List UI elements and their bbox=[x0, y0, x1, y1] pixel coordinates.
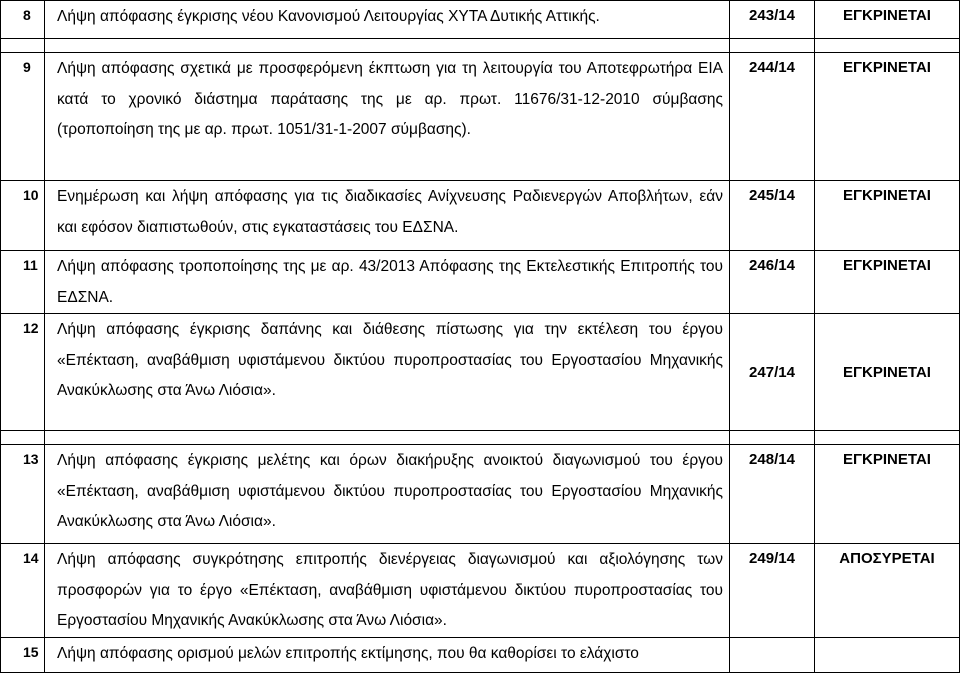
table-row bbox=[1, 251, 960, 314]
decision-number: 244/14 bbox=[730, 53, 815, 181]
item-description: Λήψη απόφασης σχετικά με προσφερόμενη έκπτωση για τη λειτουργία του Αποτεφρωτήρα ΕΙΑ κατά το χρονικό διάστημα παράτασης της με αρ. πρωτ. 11676/31-12-2010 σύμβασης (τροποποίηση της με αρ. πρωτ. 1051/31-1-2007 σύμβασης). bbox=[45, 53, 730, 181]
decision-number: 247/14 bbox=[730, 314, 815, 431]
table-row bbox=[1, 314, 960, 431]
table-row bbox=[1, 53, 960, 181]
decision-status: ΕΓΚΡΙΝΕΤΑΙ bbox=[815, 251, 960, 314]
item-description: Λήψη απόφασης ορισμού μελών επιτροπής εκτίμησης, που θα καθορίσει το ελάχιστο bbox=[45, 637, 730, 672]
item-description: Λήψη απόφασης έγκρισης νέου Κανονισμού Λειτουργίας ΧΥΤΑ Δυτικής Αττικής. bbox=[45, 1, 730, 39]
item-number: 14 bbox=[1, 544, 45, 638]
decision-status: ΕΓΚΡΙΝΕΤΑΙ bbox=[815, 53, 960, 181]
decision-status: ΕΓΚΡΙΝΕΤΑΙ bbox=[815, 445, 960, 544]
item-number: 13 bbox=[1, 445, 45, 544]
decision-number: 243/14 bbox=[730, 1, 815, 39]
item-description: Λήψη απόφασης έγκρισης δαπάνης και διάθεσης πίστωσης για την εκτέλεση του έργου «Επέκταση, αναβάθμιση υφιστάμενου δικτύου πυροπροστασίας του Εργοστασίου Μηχανικής Ανακύκλωσης στα Άνω Λιόσια». bbox=[45, 314, 730, 431]
item-number: 12 bbox=[1, 314, 45, 431]
decision-status: ΕΓΚΡΙΝΕΤΑΙ bbox=[815, 181, 960, 251]
decision-number: 249/14 bbox=[730, 544, 815, 638]
table-gap-row bbox=[1, 39, 960, 53]
decision-status: ΑΠΟΣΥΡΕΤΑΙ bbox=[815, 544, 960, 638]
item-number: 8 bbox=[1, 1, 45, 39]
decision-status: ΕΓΚΡΙΝΕΤΑΙ bbox=[815, 314, 960, 431]
decision-number bbox=[730, 637, 815, 672]
decision-status bbox=[815, 637, 960, 672]
table-row bbox=[1, 445, 960, 544]
table-gap-row bbox=[1, 431, 960, 445]
table-row bbox=[1, 1, 960, 39]
item-number: 15 bbox=[1, 637, 45, 672]
item-description: Λήψη απόφασης τροποποίησης της με αρ. 43/2013 Απόφασης της Εκτελεστικής Επιτροπής του ΕΔΣΝΑ. bbox=[45, 251, 730, 314]
item-description: Λήψη απόφασης συγκρότησης επιτροπής διενέργειας διαγωνισμού και αξιολόγησης των προσφορών για το έργο «Επέκταση, αναβάθμιση υφιστάμενου δικτύου πυροπροστασίας του Εργοστασίου Μηχανικής Ανακύκλωσης στα Άνω Λιόσια». bbox=[45, 544, 730, 638]
decision-number: 246/14 bbox=[730, 251, 815, 314]
item-number: 9 bbox=[1, 53, 45, 181]
decision-number: 245/14 bbox=[730, 181, 815, 251]
table-row bbox=[1, 637, 960, 672]
decision-number: 248/14 bbox=[730, 445, 815, 544]
table-row bbox=[1, 544, 960, 638]
item-number: 11 bbox=[1, 251, 45, 314]
decision-status: ΕΓΚΡΙΝΕΤΑΙ bbox=[815, 1, 960, 39]
item-description: Λήψη απόφασης έγκρισης μελέτης και όρων διακήρυξης ανοικτού διαγωνισμού του έργου «Επέκταση, αναβάθμιση υφιστάμενου δικτύου πυροπροστασίας του Εργοστασίου Μηχανικής Ανακύκλωσης στα Άνω Λιόσια». bbox=[45, 445, 730, 544]
item-number: 10 bbox=[1, 181, 45, 251]
item-description: Ενημέρωση και λήψη απόφασης για τις διαδικασίες Ανίχνευσης Ραδιενεργών Αποβλήτων, εάν και εφόσον διαπιστωθούν, στις εγκαταστάσεις του ΕΔΣΝΑ. bbox=[45, 181, 730, 251]
table-row bbox=[1, 181, 960, 251]
